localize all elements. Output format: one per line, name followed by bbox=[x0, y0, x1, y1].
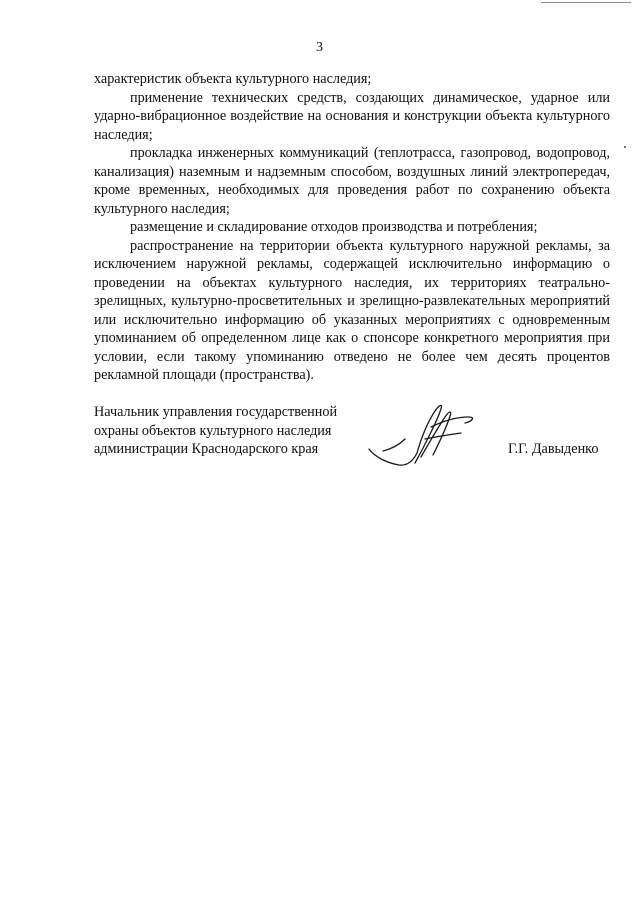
paragraph-1: характеристик объекта культурного наследия; bbox=[94, 71, 372, 87]
paragraph-2: применение технических средств, создающих динамическое, ударное или ударно-вибрационное воздействие на основания и конструкции объекта культурного наследия; bbox=[94, 89, 610, 143]
signatory-position-line-3: администрации Краснодарского края bbox=[94, 441, 319, 457]
signatory-position-line-2: охраны объектов культурного наследия bbox=[94, 422, 332, 439]
signatory-position bbox=[94, 403, 364, 459]
page-top-rule bbox=[541, 2, 631, 3]
paragraph-5: распространение на территории объекта культурного наружной рекламы, за исключением наружной рекламы, содержащей исключительно информацию о проведении на объектах культурного наследия, их территориях театрально-зрелищных, культурно-просветительных и зрелищно-развлекательных мероприятий или исключительно информацию об указанных мероприятиях с одновременным упоминанием об определенном лице как о спонсоре конкретного мероприятия при условии, если такому упоминанию отведено не более чем десять процентов рекламной площади (пространства). bbox=[94, 237, 610, 383]
handwritten-signature-icon bbox=[365, 393, 480, 473]
page-number: 3 bbox=[316, 40, 323, 55]
paragraph-4: размещение и складирование отходов производства и потребления; bbox=[130, 219, 538, 235]
paragraph-3: прокладка инженерных коммуникаций (теплотрасса, газопровод, водопровод, канализация) наземным и надземным способом, воздушных линий электропередач, кроме временных, необходимых для проведения работ по сохранению объекта культурного наследия; bbox=[94, 145, 610, 217]
document-body bbox=[94, 70, 610, 385]
signatory-name: Г.Г. Давыденко bbox=[508, 441, 599, 457]
signatory-position-line-1: Начальник управления государственной bbox=[94, 404, 338, 420]
scan-speck bbox=[624, 146, 626, 148]
